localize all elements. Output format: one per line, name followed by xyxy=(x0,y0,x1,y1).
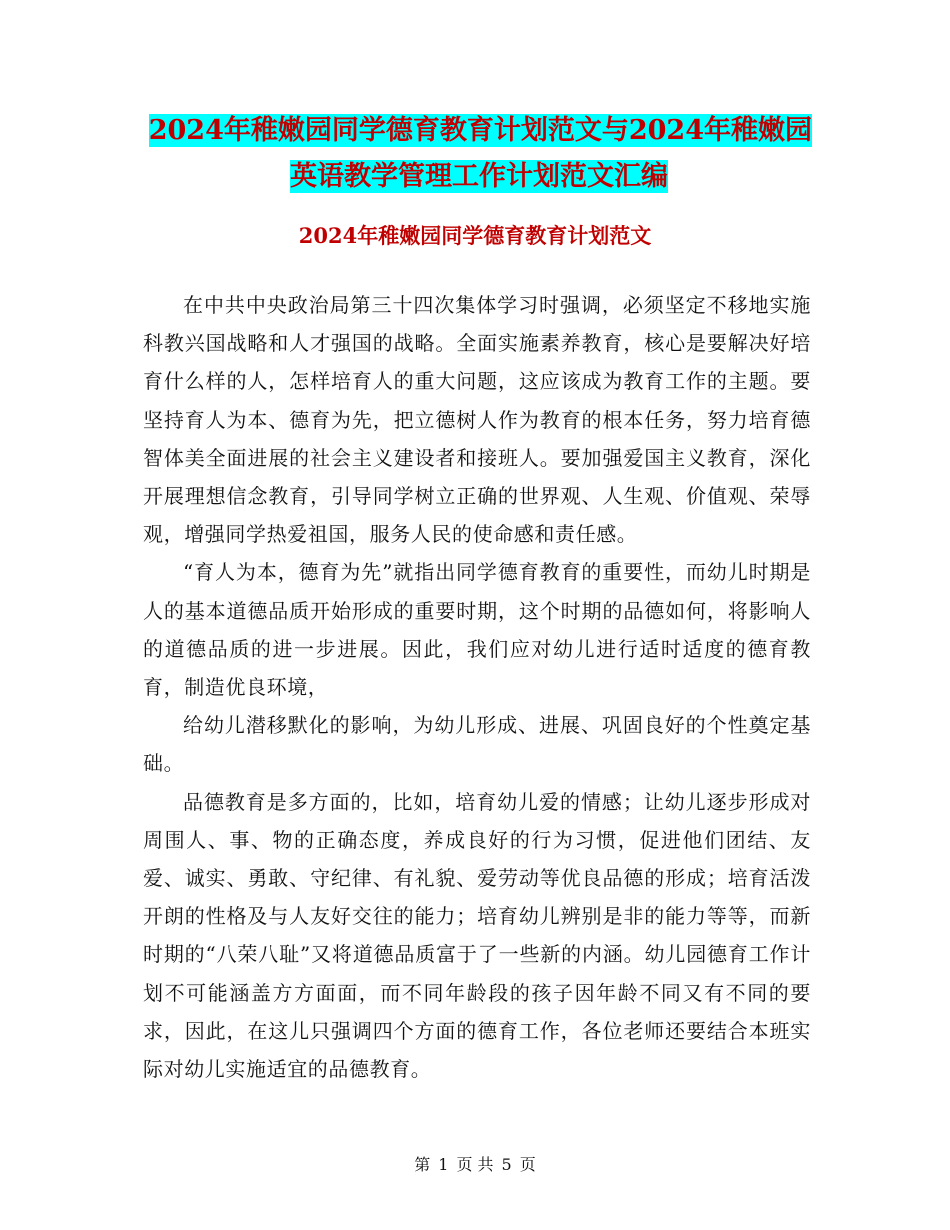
document-title-line-2 xyxy=(140,154,860,200)
footer-suffix: 页 xyxy=(519,1155,536,1174)
footer-total-pages: 5 xyxy=(501,1155,512,1174)
paragraph-4: 品德教育是多方面的，比如，培育幼儿爱的情感；让幼儿逐步形成对周围人、事、物的正确态度，养成良好的行为习惯，促进他们团结、友爱、诚实、勇敢、守纪律、有礼貌、爱劳动等优良品德的形成；培育活泼开朗的性格及与人友好交往的能力；培育幼儿辨别是非的能力等等，而新时期的“八荣八耻”又将道德品质富于了一些新的内涵。幼儿园德育工作计划不可能涵盖方方面面，而不同年龄段的孩子因年龄不同又有不同的要求，因此，在这儿只强调四个方面的德育工作，各位老师还要结合本班实际对幼儿实施适宜的品德教育。 xyxy=(143,789,811,1082)
footer-prefix: 第 xyxy=(414,1155,431,1174)
document-title-line-1 xyxy=(140,108,860,154)
footer-page-number: 1 xyxy=(438,1155,449,1174)
title-highlight-2: 英语教学管理工作计划范文汇编 xyxy=(290,161,668,192)
document-body xyxy=(143,286,811,1088)
paragraph-2: “育人为本，德育为先”就指出同学德育教育的重要性，而幼儿时期是人的基本道德品质开始形成的重要时期，这个时期的品德如何，将影响人的道德品质的进一步进展。因此，我们应对幼儿进行适时适度的德育教育，制造优良环境， xyxy=(143,560,811,700)
footer-middle: 页 共 xyxy=(456,1155,494,1174)
title-highlight-1: 2024年稚嫩园同学德育教育计划范文与2024年稚嫩园 xyxy=(148,115,812,146)
paragraph-3: 给幼儿潜移默化的影响，为幼儿形成、进展、巩固良好的个性奠定基础。 xyxy=(143,713,811,776)
document-title xyxy=(140,108,860,200)
paragraph-1: 在中共中央政治局第三十四次集体学习时强调，必须坚定不移地实施科教兴国战略和人才强国的战略。全面实施素养教育，核心是要解决好培育什么样的人，怎样培育人的重大问题，这应该成为教育工作的主题。要坚持育人为本、德育为先，把立德树人作为教育的根本任务，努力培育德智体美全面进展的社会主义建设者和接班人。要加强爱国主义教育，深化开展理想信念教育，引导同学树立正确的世界观、人生观、价值观、荣辱观，增强同学热爱祖国，服务人民的使命感和责任感。 xyxy=(143,293,811,547)
page-footer xyxy=(0,1152,950,1175)
section-title: 2024年稚嫩园同学德育教育计划范文 xyxy=(298,223,652,248)
